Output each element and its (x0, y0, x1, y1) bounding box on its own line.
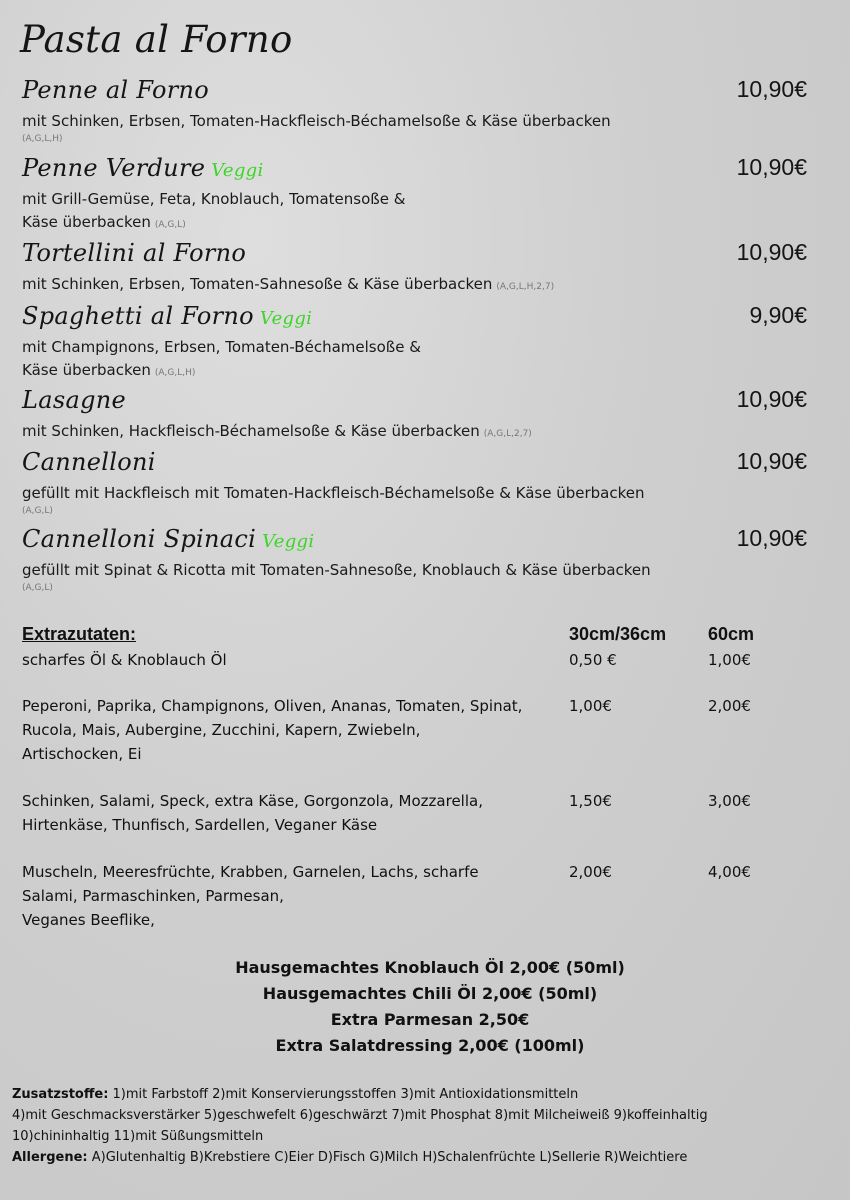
house-line: Extra Salatdressing 2,00€ (100ml) (275, 1036, 585, 1055)
price-small: 1,00€ (569, 697, 612, 715)
item-price: 10,90€ (736, 525, 807, 551)
house-line: Extra Parmesan 2,50€ (330, 1010, 530, 1029)
veggi-badge: Veggi (259, 308, 313, 329)
item-price: 10,90€ (736, 386, 807, 412)
item-name: Spaghetti al Forno Veggi (22, 302, 313, 330)
item-price: 10,90€ (736, 448, 807, 474)
price-small: 2,00€ (569, 863, 612, 881)
price-large: 3,00€ (708, 792, 751, 810)
item-price: 10,90€ (736, 239, 807, 265)
extras-col-large: 60cm (708, 624, 755, 644)
item-price: 9,90€ (749, 302, 807, 328)
item-name: Cannelloni (22, 448, 156, 476)
price-large: 1,00€ (708, 651, 751, 669)
extras-col-small: 30cm/36cm (569, 624, 667, 644)
item-description: mit Grill-Gemüse, Feta, Knoblauch, Tomatensoße & Käse überbacken (A,G,L) (22, 190, 406, 231)
allergen-codes: (A,G,L) (22, 583, 53, 593)
allergen-codes: (A,G,L,H) (154, 368, 196, 378)
page-title: Pasta al Forno (20, 18, 293, 61)
allergens-note: Allergene: A)Glutenhaltig B)Krebstiere C)Eier D)Fisch G)Milch H)Schalenfrüchte L)Sellerie R)Weichtiere (12, 1150, 688, 1165)
extras-heading: Extrazutaten: (22, 624, 137, 644)
price-large: 4,00€ (708, 863, 751, 881)
item-description: mit Schinken, Hackfleisch-Béchamelsoße & Käse überbacken (A,G,L,2,7) (22, 422, 532, 440)
house-line: Hausgemachtes Chili Öl 2,00€ (50ml) (262, 984, 598, 1003)
house-line: Hausgemachtes Knoblauch Öl 2,00€ (50ml) (235, 958, 625, 977)
footnotes: Zusatzstoffe: 1)mit Farbstoff 2)mit Konservierungsstoffen 3)mit Antioxidationsmitteln 4)mit Geschmacksverstärker 5)geschwefelt 6)geschwärzt 7)mit Phosphat 8)mit Milcheiweiß 9)koffeinhaltig 10)chininhaltig 11)mit Süßungsmitteln Allergene: A)Glutenhaltig B)Krebstiere C)Eier D)Fisch G)Milch H)Schalenfrüchte L)Sellerie R)Weichtiere (12, 1084, 842, 1168)
veggi-badge: Veggi (262, 531, 315, 552)
menu-item-penne-verdure (22, 154, 807, 237)
allergen-codes: (A,G,L,2,7) (483, 429, 532, 439)
item-name: Lasagne (22, 386, 126, 414)
item-name: Penne Verdure Veggi (22, 154, 264, 182)
extras-header (22, 624, 822, 648)
item-name: Penne al Forno (22, 76, 210, 104)
item-price: 10,90€ (736, 154, 807, 180)
allergen-codes: (A,G,L) (22, 506, 53, 516)
price-small: 0,50 € (569, 651, 617, 669)
item-description: mit Champignons, Erbsen, Tomaten-Béchamelsoße & Käse überbacken (A,G,L,H) (22, 338, 421, 379)
item-price: 10,90€ (736, 76, 807, 102)
item-name: Cannelloni Spinaci Veggi (22, 525, 315, 553)
menu-item-cannelloni-spinaci (22, 525, 807, 594)
house-extras (0, 955, 850, 1059)
allergen-codes: (A,G,L,H,2,7) (496, 282, 555, 292)
additives-note: Zusatzstoffe: 1)mit Farbstoff 2)mit Konservierungsstoffen 3)mit Antioxidationsmitteln (12, 1087, 579, 1102)
menu-page: Pasta al Forno Penne al Forno 10,90€ mit Schinken, Erbsen, Tomaten-Hackfleisch-Béchamelsoße & Käse überbacken (A,G,L,H) Penne Verdure Veggi 10,90€ mit Grill-Gemüse, Feta, Knoblauch, Tomatensoße & Käse überbacken (A,G,L) Tortellini al Forno 10,90€ mit Schinken, Erbsen, Tomaten-Sahnesoße & Käse überbacken (A,G,L,H,2,7) Spaghetti al Forno Veggi 9,90€ mit Champignons, Erbsen, Tomaten-Béchamelsoße & Käse überbacken (A,G,L,H) Lasagne 10,90€ mit Schinken, Hackfleisch-Béchamelsoße & Käse überbacken (A,G,L,2,7) Cannelloni 10,90€ gefüllt mit Hackfleisch mit Tomaten-Hackfleisch-Béchamelsoße & Käse überbacken (A,G,L) Cannelloni Spinaci Veggi 10,90€ gefüllt mit Spinat & Ricotta mit Tomaten-Sahnesoße, Knoblauch & Käse überbacken (A,G,L) Extrazutaten: 30cm/36cm 60cm scharfes Öl & Knoblauch Öl 0,50 € 1,00€ Peperoni, Paprika, Champignons, Oliven, Ananas, Tomaten, Spinat, Rucola, Mais, Aubergine, Zucchini, Kapern, Zwiebeln, Artischocken, Ei 1,00€ 2,00€ Schinken, Salami, Speck, extra Käse, Gorgonzola, Mozzarella, Hirtenkäse, Thunfisch, Sardellen, Veganer Käse 1,50€ 3,00€ Muscheln, Meeresfrüchte, Krabben, Garnelen, Lachs, scharfe Salami, Parmaschinken, Parmesan, Veganes Beeflike, 2,00€ 4,00€ Hausgemachtes Knoblauch Öl 2,00€ (50ml) Hausgemachtes Chili Öl 2,00€ (50ml) Extra Parmesan 2,50€ Extra Salatdressing 2,00€ (100ml) Zusatzstoffe: 1)mit Farbstoff 2)mit Konservierungsstoffen 3)mit Antioxidationsmitteln 4)mit Geschmacksverstärker 5)geschwefelt 6)geschwärzt 7)mit Phosphat 8)mit Milcheiweiß 9)koffeinhaltig 10)chininhaltig 11)mit Süßungsmitteln Allergene: A)Glutenhaltig B)Krebstiere C)Eier D)Fisch G)Milch H)Schalenfrüchte L)Sellerie R)Weichtiere (0, 0, 850, 1200)
item-description: gefüllt mit Hackfleisch mit Tomaten-Hackfleisch-Béchamelsoße & Käse überbacken (A,G,L) (22, 482, 807, 517)
menu-item-spaghetti-al-forno (22, 302, 807, 385)
allergen-codes: (A,G,L,H) (22, 134, 63, 144)
menu-item-lasagne (22, 386, 807, 446)
item-name: Tortellini al Forno (22, 239, 247, 267)
item-description: mit Schinken, Erbsen, Tomaten-Sahnesoße & Käse überbacken (A,G,L,H,2,7) (22, 275, 555, 293)
price-small: 1,50€ (569, 792, 612, 810)
item-description: gefüllt mit Spinat & Ricotta mit Tomaten-Sahnesoße, Knoblauch & Käse überbacken (A,G,L) (22, 559, 807, 594)
price-large: 2,00€ (708, 697, 751, 715)
item-description: mit Schinken, Erbsen, Tomaten-Hackfleisch-Béchamelsoße & Käse überbacken (A,G,L,H) (22, 110, 807, 145)
menu-item-penne-al-forno (22, 76, 807, 145)
menu-item-tortellini-al-forno (22, 239, 807, 299)
menu-item-cannelloni (22, 448, 807, 517)
veggi-badge: Veggi (211, 160, 264, 181)
allergen-codes: (A,G,L) (154, 220, 186, 230)
